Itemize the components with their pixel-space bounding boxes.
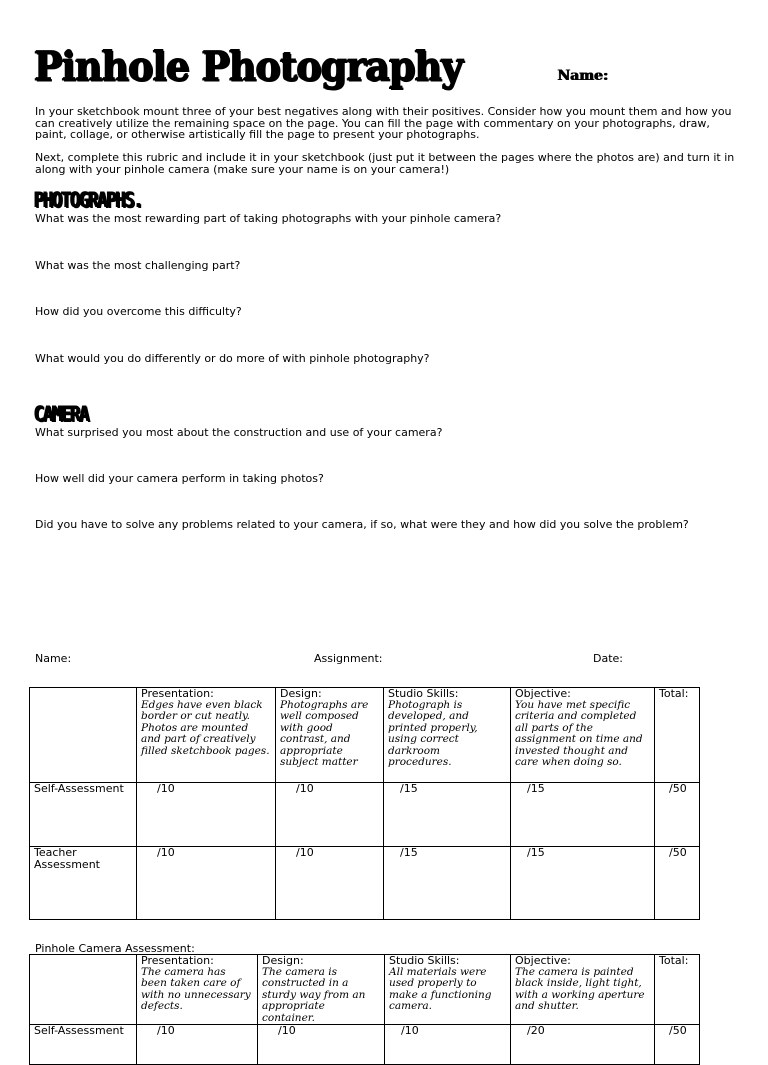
score-max: /15 — [400, 782, 418, 795]
criterion-description: The camera is constructed in a sturdy way from an appropriate container. — [262, 965, 366, 1024]
meta-date-label: Date: — [593, 652, 623, 665]
score-field-presentation[interactable] — [137, 1025, 258, 1065]
score-field-objective[interactable] — [511, 783, 655, 847]
score-field-presentation[interactable] — [137, 783, 276, 847]
camera-assessment-caption: Pinhole Camera Assessment: — [35, 942, 195, 955]
question-problems: Did you have to solve any problems related to your camera, if so, what were they and how did you solve the problem? — [35, 518, 689, 531]
score-field-studio-skills[interactable] — [384, 847, 511, 920]
criterion-description: The camera has been taken care of with no unnecessary defects. — [141, 965, 251, 1012]
score-max: /10 — [296, 846, 314, 859]
name-label: Name: — [557, 68, 608, 84]
score-max: /10 — [157, 782, 175, 795]
score-field-studio-skills[interactable] — [384, 783, 511, 847]
score-max: /10 — [278, 1024, 296, 1037]
rubric-corner-cell — [30, 688, 137, 783]
total-header: Total: — [655, 688, 700, 783]
row-label-self-assessment: Self-Assessment — [30, 1025, 137, 1065]
score-field-design[interactable] — [276, 847, 384, 920]
page-title: Pinhole Photography — [34, 42, 463, 91]
criterion-title: Studio Skills: — [388, 687, 459, 700]
question-overcome: How did you overcome this difficulty? — [35, 305, 242, 318]
score-max: /50 — [669, 782, 687, 795]
rubric-corner-cell — [30, 955, 137, 1025]
meta-assignment-label: Assignment: — [314, 652, 383, 665]
criterion-title: Presentation: — [141, 687, 214, 700]
score-field-total[interactable] — [655, 783, 700, 847]
question-rewarding: What was the most rewarding part of taking photographs with your pinhole camera? — [35, 212, 502, 225]
photograph-rubric-table — [29, 687, 700, 920]
score-max: /50 — [669, 1024, 687, 1037]
score-field-studio-skills[interactable] — [385, 1025, 511, 1065]
score-field-presentation[interactable] — [137, 847, 276, 920]
score-field-design[interactable] — [276, 783, 384, 847]
criterion-title: Studio Skills: — [389, 954, 460, 967]
table-row — [30, 847, 700, 920]
score-max: /15 — [527, 782, 545, 795]
criterion-studio-skills — [384, 688, 511, 783]
score-max: /15 — [527, 846, 545, 859]
row-label-teacher-assessment: Teacher Assessment — [30, 847, 137, 920]
criterion-objective — [511, 955, 655, 1025]
score-field-design[interactable] — [258, 1025, 385, 1065]
criterion-presentation — [137, 955, 258, 1025]
criterion-description: You have met specific criteria and completed all parts of the assignment on time and invested thought and care when doing so. — [515, 698, 643, 768]
criterion-objective — [511, 688, 655, 783]
criterion-description: Photographs are well composed with good contrast, and appropriate subject matter — [280, 698, 369, 768]
table-row — [30, 1025, 700, 1065]
score-field-total[interactable] — [655, 1025, 700, 1065]
criterion-design — [258, 955, 385, 1025]
score-field-objective[interactable] — [511, 1025, 655, 1065]
question-performance: How well did your camera perform in taking photos? — [35, 472, 324, 485]
criterion-title: Design: — [280, 687, 322, 700]
criterion-description: All materials were used properly to make a functioning camera. — [389, 965, 492, 1012]
criterion-title: Design: — [262, 954, 304, 967]
rubric-header-row — [30, 688, 700, 783]
criterion-studio-skills — [385, 955, 511, 1025]
question-differently: What would you do differently or do more of with pinhole photography? — [35, 352, 430, 365]
criterion-title: Objective: — [515, 954, 571, 967]
criterion-description: Edges have even black border or cut neatly. Photos are mounted and part of creatively filled sketchbook pages. — [141, 698, 270, 757]
score-field-objective[interactable] — [511, 847, 655, 920]
score-max: /15 — [400, 846, 418, 859]
intro-paragraph-1: In your sketchbook mount three of your best negatives along with their positives. Consider how you mount them and how you can creatively utilize the remaining space on the page. You can fill the page with commentary on your photographs, draw, paint, collage, or otherwise artistically fill the page to present your photographs. — [35, 105, 732, 141]
criterion-description: The camera is painted black inside, light tight, with a working aperture and shutter. — [515, 965, 645, 1012]
criterion-title: Presentation: — [141, 954, 214, 967]
score-max: /10 — [296, 782, 314, 795]
criterion-design — [276, 688, 384, 783]
table-row — [30, 783, 700, 847]
question-challenging: What was the most challenging part? — [35, 259, 241, 272]
question-surprised: What surprised you most about the construction and use of your camera? — [35, 426, 443, 439]
score-max: /10 — [157, 1024, 175, 1037]
total-header: Total: — [655, 955, 700, 1025]
photographs-heading: PHOTOGRAPHS. — [34, 188, 143, 212]
meta-name-label: Name: — [35, 652, 72, 665]
camera-heading: CAMERA — [34, 402, 89, 426]
score-max: /20 — [527, 1024, 545, 1037]
criterion-description: Photograph is developed, and printed properly, using correct darkroom procedures. — [388, 698, 478, 768]
criterion-presentation — [137, 688, 276, 783]
intro-paragraph-2: Next, complete this rubric and include it in your sketchbook (just put it between the pages where the photos are) and turn it in along with your pinhole camera (make sure your name is on your camera!) — [35, 151, 735, 176]
score-max: /10 — [401, 1024, 419, 1037]
row-label-self-assessment: Self-Assessment — [30, 783, 137, 847]
score-max: /50 — [669, 846, 687, 859]
rubric-header-row — [30, 955, 700, 1025]
score-max: /10 — [157, 846, 175, 859]
score-field-total[interactable] — [655, 847, 700, 920]
camera-rubric-table — [29, 954, 700, 1065]
criterion-title: Objective: — [515, 687, 571, 700]
